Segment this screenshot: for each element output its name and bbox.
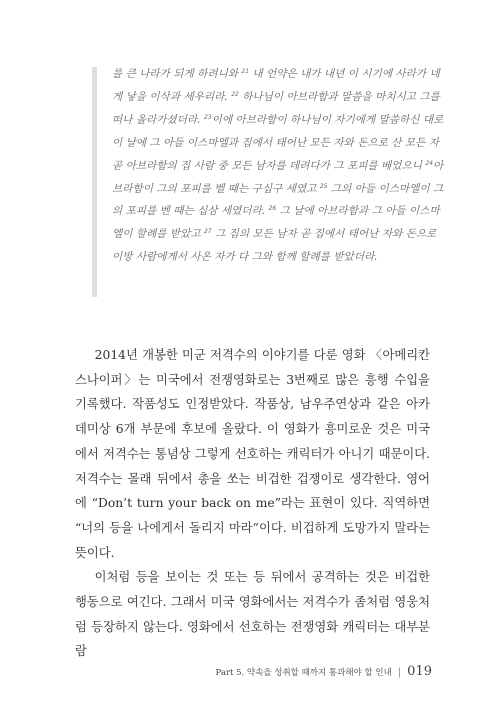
scripture-segment: 하나님이 아브라함과 말씀을 마치시고 그를 떠나 올라가셨더라. [112,90,440,126]
scripture-segment: 그 날에 아브라함과 그 아들 이스마엘이 할례를 받았고 [112,205,440,241]
quote-bar [92,67,97,297]
running-title: Part 5. 약속을 성취할 때까지 통과해야 할 인내 [215,668,392,678]
scripture-segment: 이에 아브라함이 하나님이 자기에게 말씀하신 대로 이 날에 그 아들 이스마엘과 집에서 태어난 모든 자와 돈으로 산 모든 자 곧 아브라함의 집 사람 중 모든 남자를 데려다가 그 포피를 베었으니 [112,113,444,172]
verse-number: 27 [203,228,212,236]
paragraph: 이처럼 등을 보이는 것 또는 등 뒤에서 공격하는 것은 비겁한 행동으로 여긴다. 그래서 미국 영화에서는 저격수가 좀처럼 영웅처럼 등장하지 않는다. 영화에서 선호하는 전쟁영화 캐릭터는 대부분 람 [75,570,430,659]
page-number: 019 [407,664,432,679]
scripture-segment: 를 큰 나라가 되게 하려니와 [112,68,242,80]
scripture-quote [112,63,444,269]
paragraph: 2014년 개봉한 미군 저격수의 이야기를 다룬 영화 〈아메리칸 스나이퍼〉는 미국에서 전쟁영화로는 3번째로 많은 흥행 수입을 기록했다. 작품성도 인정받았다. 작품상, 남우주연상과 같은 아카데미상 6개 부문에 후보에 올랐다. 이 영화가 흥미로운 것은 미국에서 저격수는 통념상 그렇게 선호하는 캐릭터가 아니기 때문이다. 저격수는 몰래 뒤에서 총을 쏘는 비겁한 겁쟁이로 생각한다. 영어에 “Don’t turn your back on me”라는 표현이 있다. 직역하면 “너의 등을 나에게서 돌리지 마라”이다. 비겁하게 도망가지 말라는 뜻이다. [75,348,430,560]
verse-number: 23 [203,113,212,121]
page-footer [216,664,433,679]
verse-number: 25 [319,182,328,190]
scripture-segment: 그 집의 모든 남자 곧 집에서 태어난 자와 돈으로 이방 사람에게서 사온 자가 다 그와 함께 할례를 받았더라. [112,228,437,264]
scripture-segment: 내 언약은 내가 내년 이 시기에 사라가 네게 낳을 이삭과 세우리라. [112,68,440,103]
verse-number: 22 [231,90,239,98]
scripture-segment: 아브라함이 그의 포피를 벨 때는 구십구 세였고 [112,159,444,195]
verse-number: 24 [425,159,433,167]
body-text [75,343,430,664]
footer-separator: | [397,667,402,678]
verse-number: 21 [241,68,250,75]
verse-number: 26 [268,205,277,213]
scripture-text [112,63,444,269]
scripture-segment: 그의 아들 이스마엘이 그의 포피를 벤 때는 십삼 세였더라. [112,182,444,218]
